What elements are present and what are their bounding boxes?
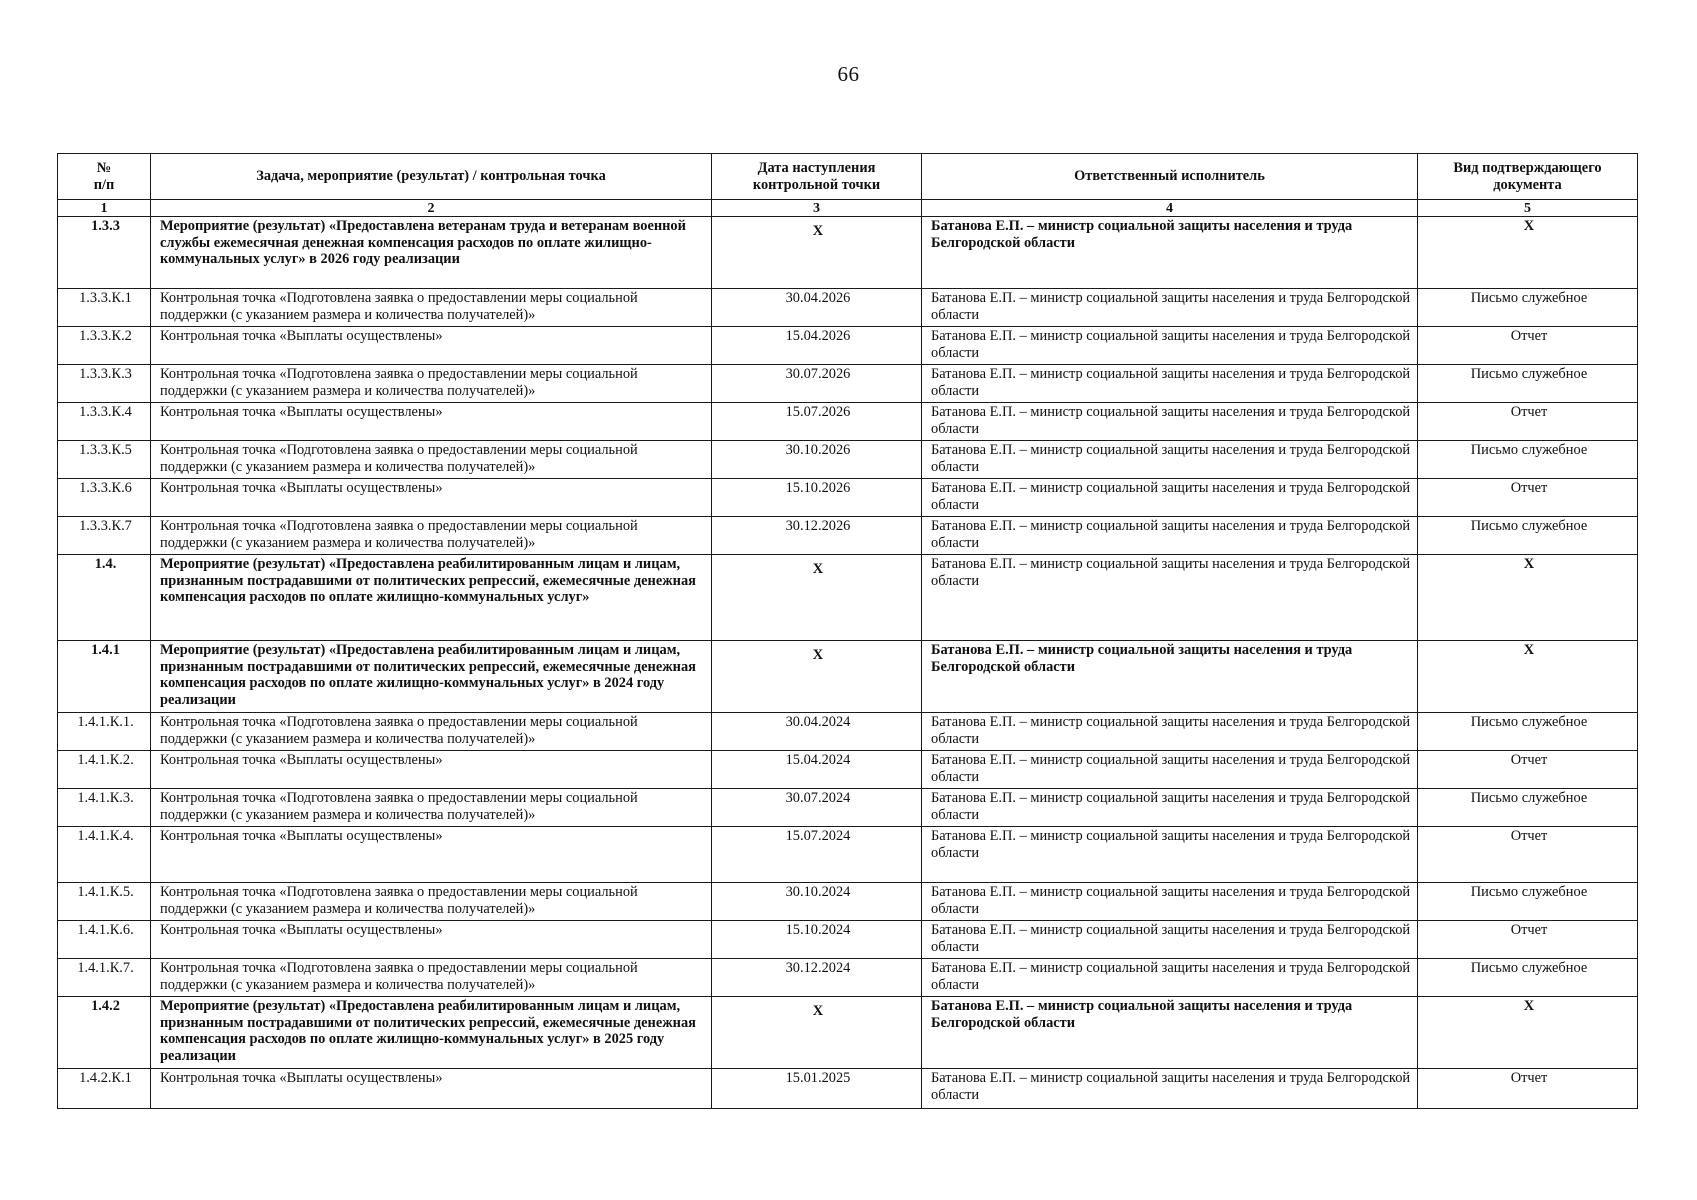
row-document: Отчет	[1418, 921, 1638, 959]
row-number: 1.4.1.К.3.	[58, 789, 151, 827]
row-executor: Батанова Е.П. – министр социальной защиты населения и труда Белгородской области	[922, 641, 1418, 713]
row-date: 15.04.2026	[712, 327, 922, 365]
row-task: Мероприятие (результат) «Предоставлена реабилитированным лицам и лицам, признанным пострадавшими от политических репрессий, ежемесячные денежная компенсация расходов по оплате жилищно-коммунальных услуг» в 2024 году реализации	[151, 641, 712, 713]
row-number: 1.3.3.К.6	[58, 479, 151, 517]
row-document: X	[1418, 997, 1638, 1069]
row-task: Мероприятие (результат) «Предоставлена реабилитированным лицам и лицам, признанным пострадавшими от политических репрессий, ежемесячные денежная компенсация расходов по оплате жилищно-коммунальных услуг»	[151, 555, 712, 641]
control-point-row	[58, 441, 1638, 479]
row-executor: Батанова Е.П. – министр социальной защиты населения и труда Белгородской области	[922, 827, 1418, 883]
row-number: 1.3.3.К.7	[58, 517, 151, 555]
row-document: Отчет	[1418, 751, 1638, 789]
row-document: Отчет	[1418, 479, 1638, 517]
control-point-row	[58, 883, 1638, 921]
row-date: X	[712, 555, 922, 641]
row-number: 1.4.1.К.6.	[58, 921, 151, 959]
measure-row	[58, 997, 1638, 1069]
row-document: Письмо служебное	[1418, 441, 1638, 479]
row-document: Письмо служебное	[1418, 789, 1638, 827]
row-date: 30.04.2024	[712, 713, 922, 751]
row-date: 15.07.2024	[712, 827, 922, 883]
control-point-row	[58, 403, 1638, 441]
measure-row	[58, 641, 1638, 713]
table-body	[58, 217, 1638, 1109]
row-executor: Батанова Е.П. – министр социальной защиты населения и труда Белгородской области	[922, 713, 1418, 751]
row-number: 1.4.1.К.7.	[58, 959, 151, 997]
row-task: Мероприятие (результат) «Предоставлена ветеранам труда и ветеранам военной службы ежемесячная денежная компенсация расходов по оплате жилищно-коммунальных услуг» в 2026 году реализации	[151, 217, 712, 289]
row-date: 30.07.2024	[712, 789, 922, 827]
row-document: X	[1418, 641, 1638, 713]
row-task: Контрольная точка «Подготовлена заявка о предоставлении меры социальной поддержки (с указанием размера и количества получателей)»	[151, 959, 712, 997]
header-task: Задача, мероприятие (результат) / контрольная точка	[151, 154, 712, 200]
row-document: Отчет	[1418, 403, 1638, 441]
row-executor: Батанова Е.П. – министр социальной защиты населения и труда Белгородской области	[922, 289, 1418, 327]
row-document: Отчет	[1418, 827, 1638, 883]
row-document: Письмо служебное	[1418, 517, 1638, 555]
row-date: X	[712, 997, 922, 1069]
row-task: Контрольная точка «Подготовлена заявка о предоставлении меры социальной поддержки (с указанием размера и количества получателей)»	[151, 289, 712, 327]
column-number-3: 3	[712, 200, 922, 217]
control-points-table	[57, 153, 1638, 1109]
row-document: X	[1418, 217, 1638, 289]
row-task: Контрольная точка «Выплаты осуществлены»	[151, 403, 712, 441]
row-executor: Батанова Е.П. – министр социальной защиты населения и труда Белгородской области	[922, 365, 1418, 403]
control-point-row	[58, 289, 1638, 327]
row-executor: Батанова Е.П. – министр социальной защиты населения и труда Белгородской области	[922, 1069, 1418, 1109]
row-task: Контрольная точка «Выплаты осуществлены»	[151, 327, 712, 365]
row-executor: Батанова Е.П. – министр социальной защиты населения и труда Белгородской области	[922, 997, 1418, 1069]
row-date: X	[712, 217, 922, 289]
row-number: 1.4.1	[58, 641, 151, 713]
row-number: 1.3.3.К.1	[58, 289, 151, 327]
row-date: X	[712, 641, 922, 713]
row-date: 30.10.2026	[712, 441, 922, 479]
column-number-1: 1	[58, 200, 151, 217]
row-date: 30.12.2026	[712, 517, 922, 555]
row-document: Письмо служебное	[1418, 713, 1638, 751]
row-task: Контрольная точка «Подготовлена заявка о предоставлении меры социальной поддержки (с указанием размера и количества получателей)»	[151, 713, 712, 751]
control-point-row	[58, 365, 1638, 403]
row-date: 30.10.2024	[712, 883, 922, 921]
row-executor: Батанова Е.П. – министр социальной защиты населения и труда Белгородской области	[922, 555, 1418, 641]
column-number-2: 2	[151, 200, 712, 217]
row-date: 15.10.2026	[712, 479, 922, 517]
table-header	[58, 154, 1638, 217]
header-number	[58, 154, 151, 200]
page-number: 66	[837, 62, 860, 86]
row-document: X	[1418, 555, 1638, 641]
row-number: 1.3.3	[58, 217, 151, 289]
row-date: 15.01.2025	[712, 1069, 922, 1109]
row-executor: Батанова Е.П. – министр социальной защиты населения и труда Белгородской области	[922, 883, 1418, 921]
row-number: 1.4.1.К.5.	[58, 883, 151, 921]
control-point-row	[58, 751, 1638, 789]
row-document: Отчет	[1418, 327, 1638, 365]
row-executor: Батанова Е.П. – министр социальной защиты населения и труда Белгородской области	[922, 959, 1418, 997]
column-number-4: 4	[922, 200, 1418, 217]
row-task: Контрольная точка «Выплаты осуществлены»	[151, 921, 712, 959]
row-executor: Батанова Е.П. – министр социальной защиты населения и труда Белгородской области	[922, 441, 1418, 479]
row-task: Контрольная точка «Подготовлена заявка о предоставлении меры социальной поддержки (с указанием размера и количества получателей)»	[151, 365, 712, 403]
row-number: 1.4.2.К.1	[58, 1069, 151, 1109]
row-date: 15.10.2024	[712, 921, 922, 959]
row-executor: Батанова Е.П. – министр социальной защиты населения и труда Белгородской области	[922, 403, 1418, 441]
control-point-row	[58, 827, 1638, 883]
row-task: Контрольная точка «Выплаты осуществлены»	[151, 1069, 712, 1109]
measure-row	[58, 217, 1638, 289]
row-number: 1.3.3.К.5	[58, 441, 151, 479]
control-point-row	[58, 479, 1638, 517]
row-task: Контрольная точка «Подготовлена заявка о предоставлении меры социальной поддержки (с указанием размера и количества получателей)»	[151, 883, 712, 921]
row-task: Мероприятие (результат) «Предоставлена реабилитированным лицам и лицам, признанным пострадавшими от политических репрессий, ежемесячные денежная компенсация расходов по оплате жилищно-коммунальных услуг» в 2025 году реализации	[151, 997, 712, 1069]
row-document: Письмо служебное	[1418, 959, 1638, 997]
control-point-row	[58, 789, 1638, 827]
row-document: Письмо служебное	[1418, 289, 1638, 327]
column-number-5: 5	[1418, 200, 1638, 217]
row-executor: Батанова Е.П. – министр социальной защиты населения и труда Белгородской области	[922, 217, 1418, 289]
row-task: Контрольная точка «Подготовлена заявка о предоставлении меры социальной поддержки (с указанием размера и количества получателей)»	[151, 517, 712, 555]
control-point-row	[58, 1069, 1638, 1109]
row-document: Отчет	[1418, 1069, 1638, 1109]
row-number: 1.4.	[58, 555, 151, 641]
row-date: 30.07.2026	[712, 365, 922, 403]
row-task: Контрольная точка «Выплаты осуществлены»	[151, 751, 712, 789]
row-date: 15.07.2026	[712, 403, 922, 441]
row-date: 30.12.2024	[712, 959, 922, 997]
row-executor: Батанова Е.П. – министр социальной защиты населения и труда Белгородской области	[922, 921, 1418, 959]
row-executor: Батанова Е.П. – министр социальной защиты населения и труда Белгородской области	[922, 479, 1418, 517]
header-date: Дата наступления контрольной точки	[712, 154, 922, 200]
row-number: 1.4.1.К.2.	[58, 751, 151, 789]
header-number-text: № п/п	[93, 160, 115, 193]
control-point-row	[58, 921, 1638, 959]
measure-row	[58, 555, 1638, 641]
row-number: 1.4.2	[58, 997, 151, 1069]
row-executor: Батанова Е.П. – министр социальной защиты населения и труда Белгородской области	[922, 517, 1418, 555]
control-point-row	[58, 959, 1638, 997]
row-number: 1.3.3.К.3	[58, 365, 151, 403]
control-point-row	[58, 517, 1638, 555]
row-document: Письмо служебное	[1418, 883, 1638, 921]
row-number: 1.3.3.К.4	[58, 403, 151, 441]
row-date: 30.04.2026	[712, 289, 922, 327]
row-document: Письмо служебное	[1418, 365, 1638, 403]
control-point-row	[58, 327, 1638, 365]
row-task: Контрольная точка «Подготовлена заявка о предоставлении меры социальной поддержки (с указанием размера и количества получателей)»	[151, 441, 712, 479]
row-executor: Батанова Е.П. – министр социальной защиты населения и труда Белгородской области	[922, 751, 1418, 789]
row-number: 1.3.3.К.2	[58, 327, 151, 365]
row-number: 1.4.1.К.1.	[58, 713, 151, 751]
row-date: 15.04.2024	[712, 751, 922, 789]
row-task: Контрольная точка «Выплаты осуществлены»	[151, 479, 712, 517]
row-task: Контрольная точка «Выплаты осуществлены»	[151, 827, 712, 883]
control-point-row	[58, 713, 1638, 751]
header-executor: Ответственный исполнитель	[922, 154, 1418, 200]
row-executor: Батанова Е.П. – министр социальной защиты населения и труда Белгородской области	[922, 327, 1418, 365]
row-task: Контрольная точка «Подготовлена заявка о предоставлении меры социальной поддержки (с указанием размера и количества получателей)»	[151, 789, 712, 827]
row-number: 1.4.1.К.4.	[58, 827, 151, 883]
header-document: Вид подтверждающего документа	[1418, 154, 1638, 200]
row-executor: Батанова Е.П. – министр социальной защиты населения и труда Белгородской области	[922, 789, 1418, 827]
